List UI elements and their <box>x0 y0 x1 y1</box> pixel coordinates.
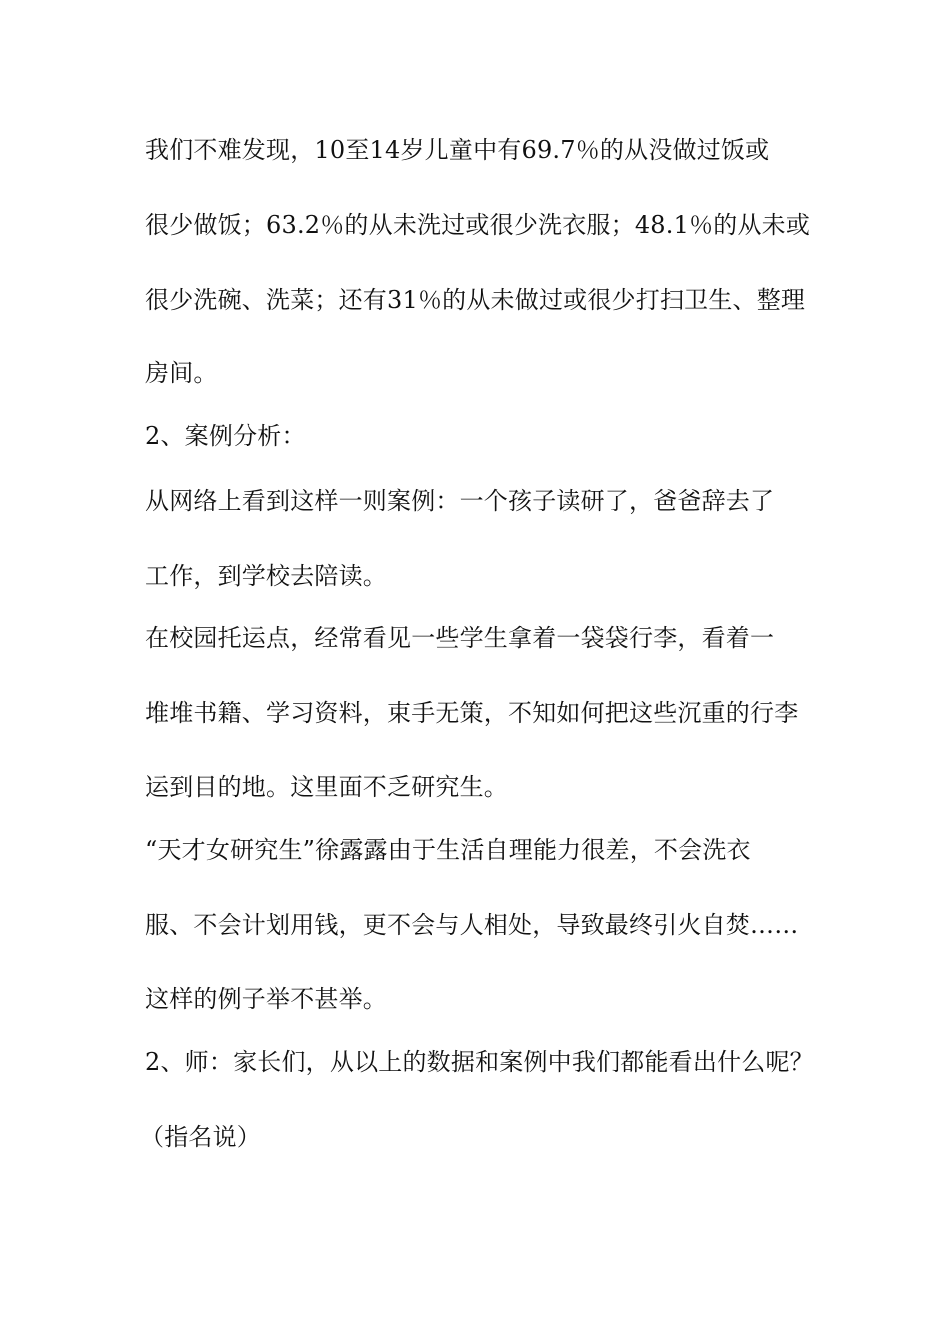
text-line-15: （指名说） <box>140 1123 261 1151</box>
text-line-3: 很少洗碗、洗菜；还有31％的从未做过或很少打扫卫生、整理 <box>145 286 806 314</box>
section-heading-case-analysis: 2、案例分析： <box>145 422 306 450</box>
text-line-2: 很少做饭；63.2％的从未洗过或很少洗衣服；48.1％的从未或 <box>145 211 811 239</box>
text-line-13: 这样的例子举不甚举。 <box>145 985 387 1013</box>
text-line-12: 服、不会计划用钱，更不会与人相处，导致最终引火自焚…… <box>145 911 799 939</box>
text-line-8: 在校园托运点，经常看见一些学生拿着一袋袋行李，看着一 <box>145 624 775 652</box>
text-line-7: 工作，到学校去陪读。 <box>145 562 387 590</box>
text-line-9: 堆堆书籍、学习资料，束手无策，不知如何把这些沉重的行李 <box>145 699 799 727</box>
text-line-6: 从网络上看到这样一则案例：一个孩子读研了，爸爸辞去了 <box>145 487 775 515</box>
text-line-4: 房间。 <box>145 359 218 387</box>
teacher-question-line: 2、师：家长们，从以上的数据和案例中我们都能看出什么呢？ <box>145 1048 814 1076</box>
text-line-1: 我们不难发现，10至14岁儿童中有69.7％的从没做过饭或 <box>145 136 770 164</box>
text-line-11: “天才女研究生”徐露露由于生活自理能力很差，不会洗衣 <box>145 836 751 864</box>
text-line-10: 运到目的地。这里面不乏研究生。 <box>145 773 508 801</box>
